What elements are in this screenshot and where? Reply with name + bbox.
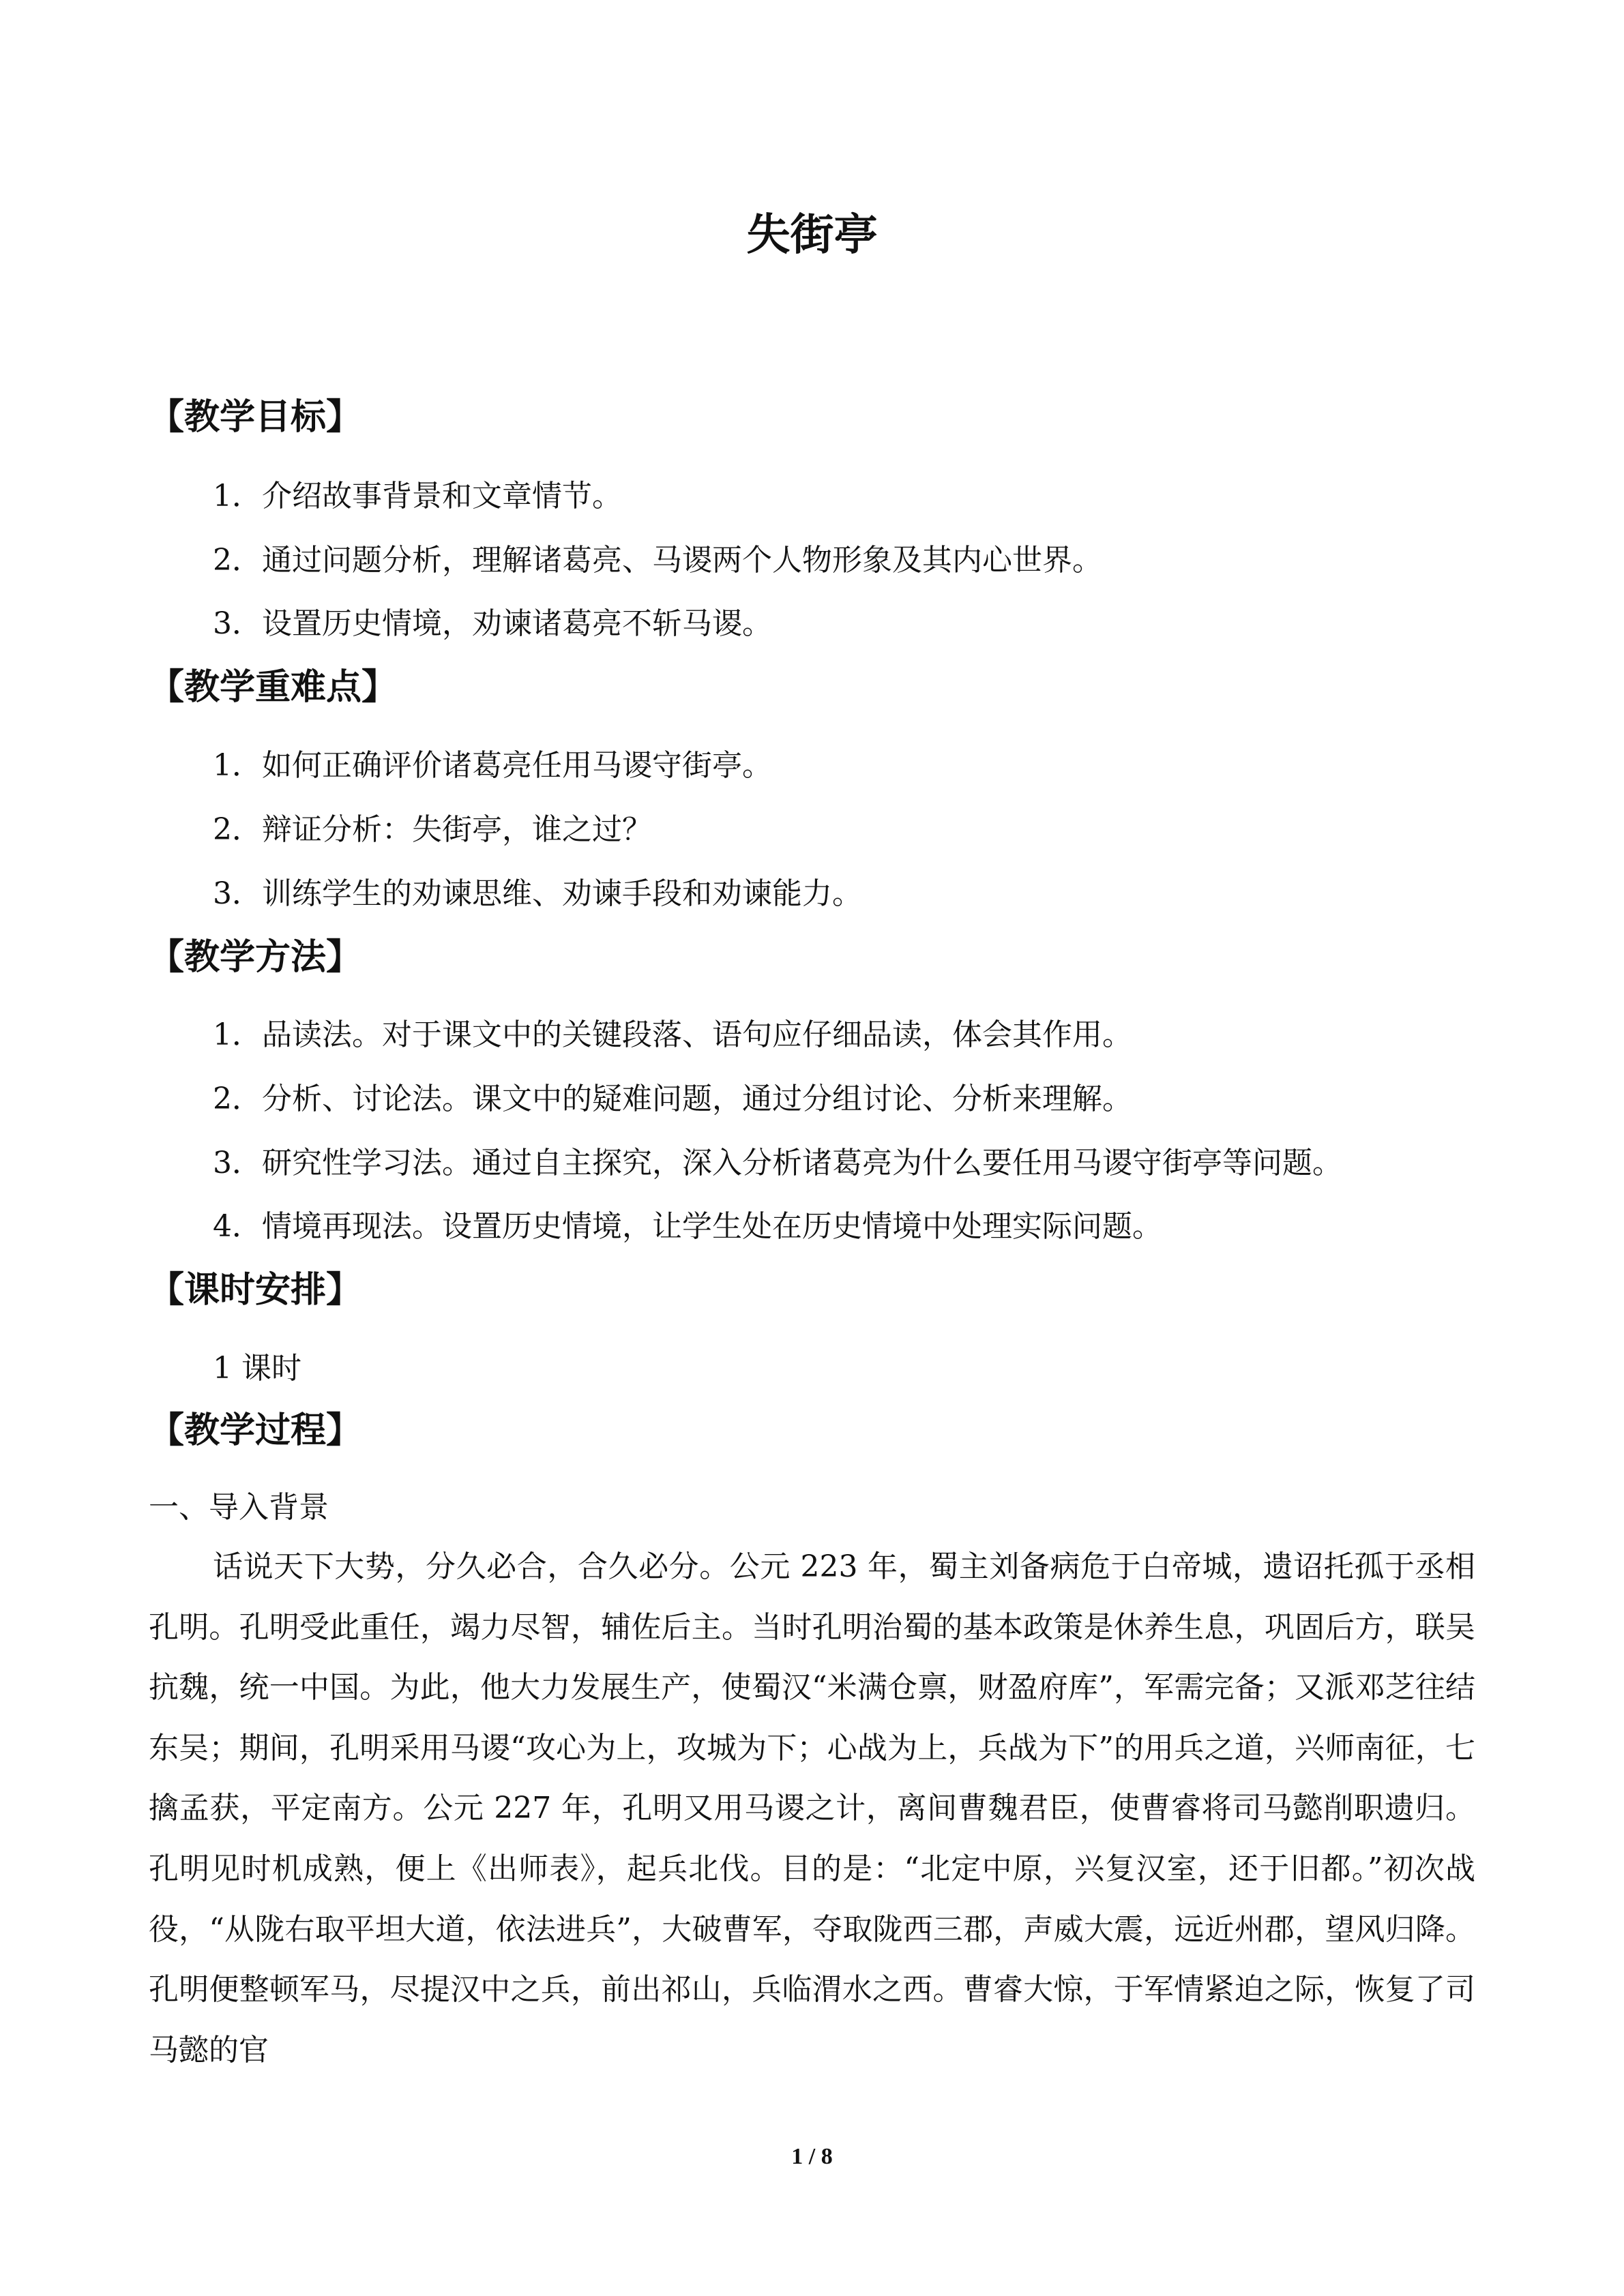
section-heading-schedule: 【课时安排】 xyxy=(149,1270,362,1311)
objective-item: 3．设置历史情境，劝谏诸葛亮不斩马谡。 xyxy=(213,606,772,641)
difficulty-item: 2．辩证分析：失街亭，谁之过？ xyxy=(213,812,652,847)
objective-item: 1．介绍故事背景和文章情节。 xyxy=(213,479,622,513)
difficulty-item: 3．训练学生的劝谏思维、劝谏手段和劝谏能力。 xyxy=(213,876,862,911)
method-item: 1．品读法。对于课文中的关键段落、语句应仔细品读，体会其作用。 xyxy=(213,1017,1132,1052)
paragraph-text: 话说天下大势，分久必合，合久必分。公元 223 年，蜀主刘备病危于白帝城，遗诏托孤于丞相孔明。孔明受此重任，竭力尽智，辅佐后主。当时孔明治蜀的基本政策是休养生息，巩固后方，联吴抗魏，统一中国。为此，他大力发展生产，使蜀汉“米满仓禀，财盈府库”，军需完备；又派邓芝往结东吴；期间，孔明采用马谡“攻心为上，攻城为下；心战为上，兵战为下”的用兵之道，兴师南征，七擒孟获，平定南方。公元 227 年，孔明又用马谡之计，离间曹魏君臣，使曹睿将司马懿削职遗归。孔明见时机成熟，便上《出师表》，起兵北伐。目的是：“北定中原，兴复汉室，还于旧都。”初次战役，“从陇右取平坦大道，依法进兵”，大破曹军，夺取陇西三郡，声威大震，远近州郡，望风归降。孔明便整顿军马，尽提汉中之兵，前出祁山，兵临渭水之西。曹睿大惊，于军情紧迫之际，恢复了司马懿的官 xyxy=(149,1549,1475,2068)
page-number: 1 / 8 xyxy=(791,2144,833,2169)
process-paragraph xyxy=(149,1537,1475,2081)
schedule-text: 1 课时 xyxy=(213,1351,301,1386)
document-title: 失街亭 xyxy=(746,210,878,260)
section-heading-methods: 【教学方法】 xyxy=(149,937,362,978)
difficulty-item: 1．如何正确评价诸葛亮任用马谡守街亭。 xyxy=(213,748,772,783)
method-item: 3．研究性学习法。通过自主探究，深入分析诸葛亮为什么要任用马谡守街亭等问题。 xyxy=(213,1146,1342,1180)
method-item: 4．情境再现法。设置历史情境，让学生处在历史情境中处理实际问题。 xyxy=(213,1209,1162,1244)
process-subheading: 一、导入背景 xyxy=(149,1490,329,1525)
section-heading-objectives: 【教学目标】 xyxy=(149,397,362,438)
section-heading-process: 【教学过程】 xyxy=(149,1410,362,1451)
method-item: 2．分析、讨论法。课文中的疑难问题，通过分组讨论、分析来理解。 xyxy=(213,1082,1132,1116)
section-heading-difficulties: 【教学重难点】 xyxy=(149,667,398,708)
objective-item: 2．通过问题分析，理解诸葛亮、马谡两个人物形象及其内心世界。 xyxy=(213,543,1102,578)
